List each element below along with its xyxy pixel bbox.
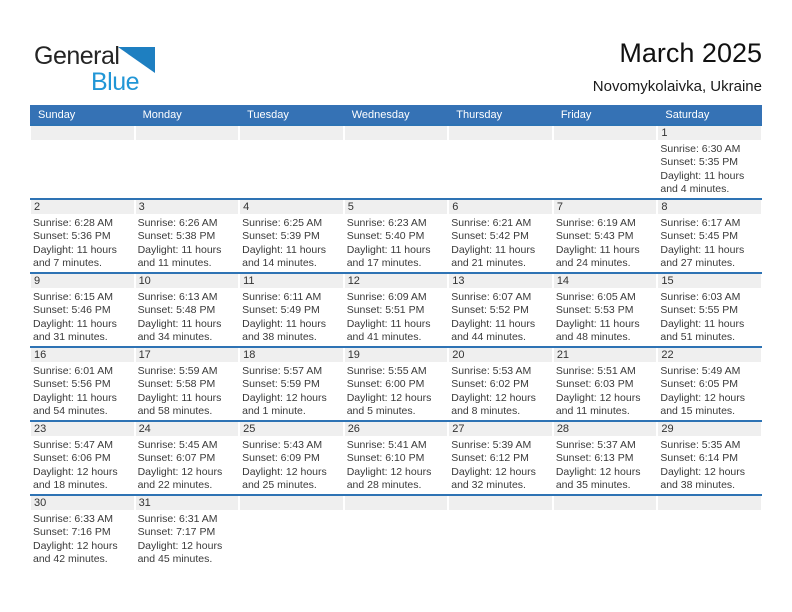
daylight-label-line2: and 27 minutes. xyxy=(660,257,736,270)
day-cell-13 xyxy=(448,273,553,347)
sunset-label: Sunset: 5:49 PM xyxy=(242,304,320,317)
sunset-label: Sunset: 6:07 PM xyxy=(137,452,216,465)
day-number-band xyxy=(136,348,239,362)
day-number-band xyxy=(449,422,552,436)
sunrise-label: Sunrise: 6:09 AM xyxy=(346,291,427,303)
day-number-band xyxy=(554,274,657,288)
daylight-label-line1: Daylight: 12 hours xyxy=(242,391,327,404)
sunrise-label: Sunrise: 5:47 AM xyxy=(33,439,113,451)
week-row-1 xyxy=(30,125,762,199)
day-cell-1 xyxy=(657,125,762,199)
header-titles xyxy=(593,38,762,95)
sunset-label: Sunset: 6:06 PM xyxy=(33,452,111,465)
sunset-label: Sunset: 5:58 PM xyxy=(137,378,216,391)
day-number-band xyxy=(240,126,343,140)
day-number-band xyxy=(345,422,448,436)
calendar-body xyxy=(30,125,762,577)
sunset-label: Sunset: 5:45 PM xyxy=(660,230,739,243)
daylight-label-line1: Daylight: 12 hours xyxy=(137,539,223,552)
day-details xyxy=(135,510,240,567)
day-cell-7 xyxy=(553,199,658,273)
week-row-6 xyxy=(30,495,762,577)
day-cell-6 xyxy=(448,199,553,273)
daylight-label-line1: Daylight: 12 hours xyxy=(33,539,118,552)
day-number: 26 xyxy=(347,423,360,435)
day-details xyxy=(657,436,762,493)
daylight-label-line2: and 42 minutes. xyxy=(33,553,108,566)
daylight-label-line2: and 35 minutes. xyxy=(555,479,631,492)
day-number-band xyxy=(240,200,343,214)
sunset-label: Sunset: 5:56 PM xyxy=(33,378,111,391)
day-cell-28 xyxy=(553,421,658,495)
weekday-header-wednesday: Wednesday xyxy=(344,105,449,125)
sunrise-label: Sunrise: 5:45 AM xyxy=(137,439,218,451)
day-number-band xyxy=(345,274,448,288)
day-number-band xyxy=(240,496,343,510)
day-cell-11 xyxy=(239,273,344,347)
empty-day-cell xyxy=(344,495,449,577)
daylight-label-line2: and 38 minutes. xyxy=(242,331,317,344)
day-number-band xyxy=(449,348,552,362)
daylight-label-line1: Daylight: 12 hours xyxy=(660,465,746,478)
day-number-band xyxy=(449,274,552,288)
day-number-band xyxy=(240,274,343,288)
day-number: 12 xyxy=(347,275,360,287)
day-number-band xyxy=(31,274,134,288)
daylight-label-line2: and 22 minutes. xyxy=(137,479,213,492)
weekday-header-saturday: Saturday xyxy=(657,105,762,125)
day-details xyxy=(344,362,449,419)
sunrise-label: Sunrise: 6:03 AM xyxy=(660,291,741,303)
daylight-label-line1: Daylight: 11 hours xyxy=(33,317,117,330)
week-row-2 xyxy=(30,199,762,273)
day-details xyxy=(657,214,762,271)
day-number-band xyxy=(554,348,657,362)
daylight-label-line1: Daylight: 11 hours xyxy=(137,317,222,330)
sunrise-label: Sunrise: 6:33 AM xyxy=(33,513,113,525)
sunrise-label: Sunrise: 6:11 AM xyxy=(242,291,322,303)
sunset-label: Sunset: 7:16 PM xyxy=(33,526,111,539)
day-details xyxy=(448,214,553,271)
day-number-band xyxy=(31,200,134,214)
day-details xyxy=(239,436,344,493)
day-details xyxy=(553,288,658,345)
daylight-label-line2: and 11 minutes. xyxy=(137,257,212,270)
sunset-label: Sunset: 5:36 PM xyxy=(33,230,111,243)
sunrise-label: Sunrise: 6:30 AM xyxy=(660,143,741,155)
logo-text-general: General xyxy=(34,42,120,70)
day-details xyxy=(657,362,762,419)
day-number-band xyxy=(554,496,657,510)
daylight-label-line2: and 32 minutes. xyxy=(451,479,526,492)
day-cell-14 xyxy=(553,273,658,347)
day-details xyxy=(239,288,344,345)
day-number: 1 xyxy=(661,127,668,139)
daylight-label-line2: and 4 minutes. xyxy=(660,183,730,196)
daylight-label-line1: Daylight: 11 hours xyxy=(555,317,640,330)
day-number-band xyxy=(658,496,761,510)
daylight-label-line1: Daylight: 11 hours xyxy=(242,317,326,330)
day-cell-29 xyxy=(657,421,762,495)
day-cell-4 xyxy=(239,199,344,273)
daylight-label-line1: Daylight: 12 hours xyxy=(242,465,327,478)
day-details xyxy=(448,288,553,345)
day-number-band xyxy=(136,200,239,214)
empty-day-cell xyxy=(30,125,135,199)
sunrise-label: Sunrise: 6:13 AM xyxy=(137,291,218,303)
sunrise-label: Sunrise: 6:05 AM xyxy=(555,291,636,303)
daylight-label-line2: and 5 minutes. xyxy=(346,405,416,418)
day-number: 28 xyxy=(556,423,570,435)
day-number: 20 xyxy=(452,349,465,361)
day-details xyxy=(448,436,553,493)
daylight-label-line1: Daylight: 12 hours xyxy=(451,465,536,478)
sunset-label: Sunset: 5:51 PM xyxy=(346,304,425,317)
daylight-label-line1: Daylight: 11 hours xyxy=(33,243,117,256)
day-number: 29 xyxy=(661,423,674,435)
day-number: 14 xyxy=(556,275,570,287)
daylight-label-line2: and 34 minutes. xyxy=(137,331,213,344)
calendar-location: Novomykolaivka, Ukraine xyxy=(592,78,762,95)
daylight-label-line1: Daylight: 11 hours xyxy=(451,317,536,330)
sunset-label: Sunset: 5:40 PM xyxy=(346,230,425,243)
day-details xyxy=(448,362,553,419)
weekday-header-tuesday: Tuesday xyxy=(239,105,344,125)
day-details xyxy=(30,288,135,345)
sunrise-label: Sunrise: 5:37 AM xyxy=(555,439,636,451)
day-number-band xyxy=(31,422,134,436)
daylight-label-line1: Daylight: 12 hours xyxy=(660,391,746,404)
day-cell-16 xyxy=(30,347,135,421)
day-number-band xyxy=(345,496,448,510)
sunrise-label: Sunrise: 5:35 AM xyxy=(660,439,741,451)
day-details xyxy=(135,436,240,493)
day-number: 11 xyxy=(243,275,255,287)
daylight-label-line2: and 8 minutes. xyxy=(451,405,521,418)
sunrise-label: Sunrise: 6:15 AM xyxy=(33,291,113,303)
day-cell-17 xyxy=(135,347,240,421)
day-details xyxy=(135,362,240,419)
sunset-label: Sunset: 6:02 PM xyxy=(451,378,529,391)
sunset-label: Sunset: 5:46 PM xyxy=(33,304,111,317)
day-cell-19 xyxy=(344,347,449,421)
sunset-label: Sunset: 5:35 PM xyxy=(660,156,739,169)
daylight-label-line1: Daylight: 11 hours xyxy=(660,169,745,182)
sunset-label: Sunset: 5:55 PM xyxy=(660,304,739,317)
week-row-4 xyxy=(30,347,762,421)
daylight-label-line1: Daylight: 11 hours xyxy=(346,317,431,330)
daylight-label-line1: Daylight: 11 hours xyxy=(137,243,222,256)
daylight-label-line1: Daylight: 11 hours xyxy=(555,243,640,256)
daylight-label-line2: and 51 minutes. xyxy=(660,331,736,344)
sunrise-label: Sunrise: 5:57 AM xyxy=(242,365,323,377)
sunset-label: Sunset: 5:52 PM xyxy=(451,304,529,317)
day-number-band xyxy=(449,200,552,214)
day-number-band xyxy=(658,348,761,362)
empty-day-cell xyxy=(448,125,553,199)
day-cell-23 xyxy=(30,421,135,495)
sunrise-label: Sunrise: 5:59 AM xyxy=(137,365,218,377)
sunset-label: Sunset: 5:43 PM xyxy=(555,230,634,243)
day-number-band xyxy=(31,348,134,362)
day-number-band xyxy=(345,348,448,362)
day-details xyxy=(657,288,762,345)
day-number-band xyxy=(31,496,134,510)
sunset-label: Sunset: 5:48 PM xyxy=(137,304,216,317)
day-cell-8 xyxy=(657,199,762,273)
day-cell-21 xyxy=(553,347,658,421)
day-number-band xyxy=(658,422,761,436)
day-details xyxy=(553,362,658,419)
sunrise-label: Sunrise: 6:28 AM xyxy=(33,217,113,229)
sunset-label: Sunset: 6:13 PM xyxy=(555,452,634,465)
weekday-header-sunday: Sunday xyxy=(30,105,135,125)
day-details xyxy=(239,214,344,271)
day-details xyxy=(30,214,135,271)
day-number: 22 xyxy=(661,349,674,361)
day-number-band xyxy=(554,200,657,214)
logo-text-blue: Blue xyxy=(91,68,140,96)
daylight-label-line2: and 11 minutes. xyxy=(555,405,630,418)
day-details xyxy=(344,214,449,271)
day-cell-24 xyxy=(135,421,240,495)
empty-day-cell xyxy=(553,495,658,577)
day-details xyxy=(135,214,240,271)
daylight-label-line2: and 21 minutes. xyxy=(451,257,526,270)
daylight-label-line2: and 24 minutes. xyxy=(555,257,631,270)
sunset-label: Sunset: 6:03 PM xyxy=(555,378,634,391)
sunset-label: Sunset: 7:17 PM xyxy=(137,526,216,539)
sunrise-label: Sunrise: 6:23 AM xyxy=(346,217,427,229)
daylight-label-line1: Daylight: 11 hours xyxy=(346,243,431,256)
sunset-label: Sunset: 5:59 PM xyxy=(242,378,320,391)
daylight-label-line1: Daylight: 11 hours xyxy=(451,243,536,256)
sunrise-label: Sunrise: 6:26 AM xyxy=(137,217,218,229)
day-number: 24 xyxy=(138,423,151,435)
general-blue-logo xyxy=(34,44,155,95)
calendar-table xyxy=(30,105,762,577)
daylight-label-line2: and 45 minutes. xyxy=(137,553,213,566)
day-number-band xyxy=(31,126,134,140)
empty-day-cell xyxy=(135,125,240,199)
day-cell-5 xyxy=(344,199,449,273)
day-number: 21 xyxy=(556,349,570,361)
daylight-label-line2: and 1 minute. xyxy=(242,405,306,418)
empty-day-cell xyxy=(239,495,344,577)
day-cell-22 xyxy=(657,347,762,421)
sunset-label: Sunset: 5:42 PM xyxy=(451,230,529,243)
daylight-label-line2: and 25 minutes. xyxy=(242,479,317,492)
day-cell-2 xyxy=(30,199,135,273)
day-number-band xyxy=(554,422,657,436)
daylight-label-line2: and 7 minutes. xyxy=(33,257,102,270)
daylight-label-line2: and 28 minutes. xyxy=(346,479,422,492)
week-row-5 xyxy=(30,421,762,495)
day-number: 7 xyxy=(556,201,563,213)
day-number: 23 xyxy=(34,423,47,435)
day-details xyxy=(30,362,135,419)
sunrise-label: Sunrise: 6:17 AM xyxy=(660,217,741,229)
day-number-band xyxy=(449,126,552,140)
sunrise-label: Sunrise: 5:51 AM xyxy=(555,365,636,377)
day-number: 6 xyxy=(452,201,459,213)
day-number-band xyxy=(136,422,239,436)
daylight-label-line1: Daylight: 12 hours xyxy=(346,391,432,404)
day-details xyxy=(30,510,135,567)
day-cell-27 xyxy=(448,421,553,495)
daylight-label-line2: and 58 minutes. xyxy=(137,405,213,418)
day-cell-31 xyxy=(135,495,240,577)
sunset-label: Sunset: 6:10 PM xyxy=(346,452,425,465)
page-title: March 2025 xyxy=(619,38,762,68)
daylight-label-line1: Daylight: 12 hours xyxy=(33,465,118,478)
daylight-label-line2: and 14 minutes. xyxy=(242,257,317,270)
daylight-label-line1: Daylight: 12 hours xyxy=(555,465,641,478)
sunrise-label: Sunrise: 5:39 AM xyxy=(451,439,532,451)
day-details xyxy=(135,288,240,345)
daylight-label-line1: Daylight: 11 hours xyxy=(660,243,745,256)
day-number: 15 xyxy=(661,275,674,287)
day-number-band xyxy=(345,126,448,140)
day-number: 30 xyxy=(34,497,47,509)
daylight-label-line1: Daylight: 12 hours xyxy=(346,465,432,478)
day-number: 17 xyxy=(138,349,151,361)
day-number: 13 xyxy=(452,275,465,287)
sunrise-label: Sunrise: 5:41 AM xyxy=(346,439,427,451)
day-cell-26 xyxy=(344,421,449,495)
day-cell-12 xyxy=(344,273,449,347)
day-cell-25 xyxy=(239,421,344,495)
daylight-label-line2: and 54 minutes. xyxy=(33,405,108,418)
day-number: 3 xyxy=(138,201,145,213)
day-number-band xyxy=(658,126,761,140)
daylight-label-line2: and 41 minutes. xyxy=(346,331,422,344)
day-number: 27 xyxy=(452,423,465,435)
day-number: 4 xyxy=(243,201,250,213)
day-details xyxy=(553,214,658,271)
sunset-label: Sunset: 6:00 PM xyxy=(346,378,425,391)
day-details xyxy=(553,436,658,493)
day-number: 25 xyxy=(243,423,256,435)
day-number-band xyxy=(449,496,552,510)
day-cell-30 xyxy=(30,495,135,577)
day-number: 31 xyxy=(138,497,151,509)
daylight-label-line1: Daylight: 12 hours xyxy=(137,465,223,478)
weekday-header-friday: Friday xyxy=(553,105,658,125)
daylight-label-line1: Daylight: 11 hours xyxy=(660,317,745,330)
daylight-label-line1: Daylight: 12 hours xyxy=(451,391,536,404)
sunrise-label: Sunrise: 6:07 AM xyxy=(451,291,532,303)
day-details xyxy=(344,288,449,345)
sunrise-label: Sunrise: 5:43 AM xyxy=(242,439,323,451)
day-number: 19 xyxy=(347,349,360,361)
sunrise-label: Sunrise: 6:01 AM xyxy=(33,365,113,377)
daylight-label-line2: and 18 minutes. xyxy=(33,479,108,492)
day-cell-9 xyxy=(30,273,135,347)
day-number-band xyxy=(240,422,343,436)
sunset-label: Sunset: 5:39 PM xyxy=(242,230,320,243)
day-number: 16 xyxy=(34,349,47,361)
daylight-label-line1: Daylight: 11 hours xyxy=(137,391,222,404)
day-cell-18 xyxy=(239,347,344,421)
weekday-header-thursday: Thursday xyxy=(448,105,553,125)
sunset-label: Sunset: 5:38 PM xyxy=(137,230,216,243)
day-number-band xyxy=(658,274,761,288)
day-cell-10 xyxy=(135,273,240,347)
day-number-band xyxy=(240,348,343,362)
sunset-label: Sunset: 5:53 PM xyxy=(555,304,634,317)
day-details xyxy=(239,362,344,419)
sunset-label: Sunset: 6:05 PM xyxy=(660,378,739,391)
daylight-label-line2: and 38 minutes. xyxy=(660,479,736,492)
day-cell-15 xyxy=(657,273,762,347)
day-number-band xyxy=(136,126,239,140)
daylight-label-line2: and 48 minutes. xyxy=(555,331,631,344)
weekday-header-monday: Monday xyxy=(135,105,240,125)
day-number: 18 xyxy=(243,349,256,361)
day-number: 9 xyxy=(34,275,41,287)
week-row-3 xyxy=(30,273,762,347)
empty-day-cell xyxy=(553,125,658,199)
sunrise-label: Sunrise: 6:25 AM xyxy=(242,217,323,229)
empty-day-cell xyxy=(448,495,553,577)
daylight-label-line1: Daylight: 11 hours xyxy=(242,243,326,256)
day-details xyxy=(344,436,449,493)
day-details xyxy=(657,140,762,197)
sunset-label: Sunset: 6:12 PM xyxy=(451,452,529,465)
day-number: 5 xyxy=(347,201,354,213)
daylight-label-line2: and 15 minutes. xyxy=(660,405,736,418)
empty-day-cell xyxy=(344,125,449,199)
day-number-band xyxy=(554,126,657,140)
daylight-label-line1: Daylight: 12 hours xyxy=(555,391,641,404)
day-number-band xyxy=(345,200,448,214)
day-number: 2 xyxy=(34,201,41,213)
daylight-label-line1: Daylight: 11 hours xyxy=(33,391,117,404)
sunrise-label: Sunrise: 6:21 AM xyxy=(451,217,532,229)
day-number: 8 xyxy=(661,201,668,213)
sunrise-label: Sunrise: 5:49 AM xyxy=(660,365,741,377)
daylight-label-line2: and 17 minutes. xyxy=(346,257,422,270)
sunrise-label: Sunrise: 5:53 AM xyxy=(451,365,532,377)
day-cell-3 xyxy=(135,199,240,273)
day-number: 10 xyxy=(138,275,151,287)
day-number-band xyxy=(136,274,239,288)
sunrise-label: Sunrise: 6:31 AM xyxy=(137,513,218,525)
day-number-band xyxy=(658,200,761,214)
sunrise-label: Sunrise: 6:19 AM xyxy=(555,217,636,229)
empty-day-cell xyxy=(657,495,762,577)
daylight-label-line2: and 31 minutes. xyxy=(33,331,108,344)
day-details xyxy=(30,436,135,493)
empty-day-cell xyxy=(239,125,344,199)
day-cell-20 xyxy=(448,347,553,421)
sunset-label: Sunset: 6:14 PM xyxy=(660,452,739,465)
sunset-label: Sunset: 6:09 PM xyxy=(242,452,320,465)
sunrise-label: Sunrise: 5:55 AM xyxy=(346,365,427,377)
weekday-header-row xyxy=(30,105,762,125)
day-number-band xyxy=(136,496,239,510)
daylight-label-line2: and 44 minutes. xyxy=(451,331,526,344)
